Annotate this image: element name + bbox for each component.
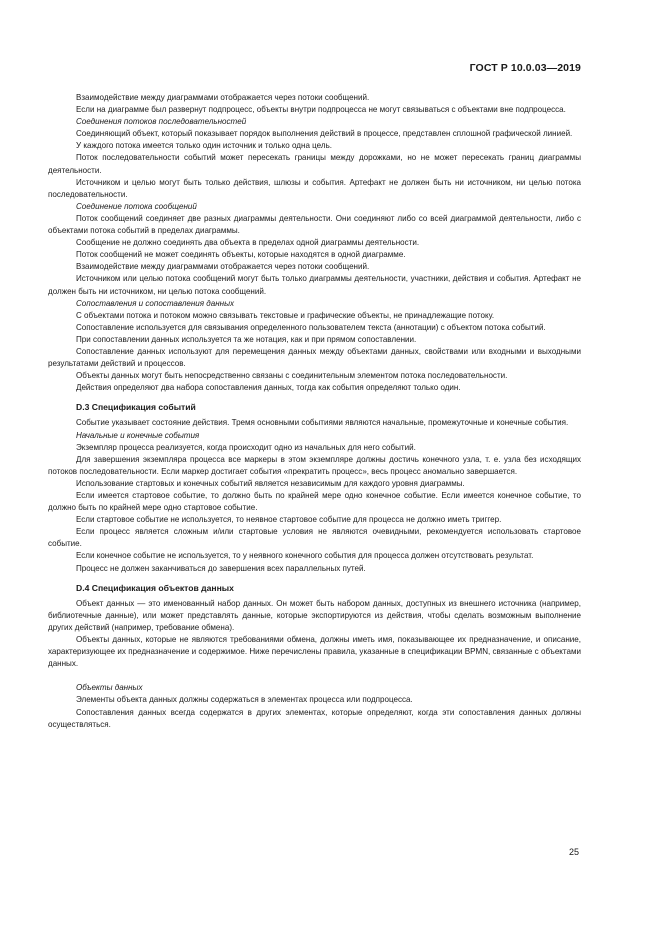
subsection-title: Соединения потоков последовательностей: [76, 117, 247, 127]
paragraph: У каждого потока имеется только один источник и только одна цель.: [76, 141, 333, 151]
paragraph: Действия определяют два набора сопоставления данных, тогда как события определяют только один.: [76, 383, 461, 393]
paragraph: Сопоставление данных используют для перемещения данных между объектами данных, свойствами или входными и выходными результатами действий и процессов.: [48, 346, 581, 369]
subsection-title: Начальные и конечные события: [76, 430, 200, 440]
paragraph: Если на диаграмме был развернут подпроцесс, объекты внутри подпроцесса не могут связываться с объектами вне подпроцесса.: [76, 105, 566, 115]
paragraph: Поток последовательности событий может пересекать границы между дорожками, но не может пересекать границ диаграммы деятельности.: [48, 153, 581, 175]
paragraph: При сопоставлении данных используется та же нотация, как и при прямом сопоставлении.: [76, 334, 417, 344]
paragraph: Экземпляр процесса реализуется, когда происходит одно из начальных для него событий.: [76, 442, 416, 452]
paragraph: С объектами потока и потоком можно связывать текстовые и графические объекты, не принадлежащие потоку.: [76, 310, 495, 320]
paragraph: Объект данных — это именованный набор данных. Он может быть набором данных, доступных из внешнего источника (например, библиотечные данные), или может представлять данные, которые экспортируются из действия, чтобы сделать возможным выполнение других действий (например, требование обмена).: [48, 598, 581, 632]
paragraph: Поток сообщений не может соединять объекты, которые находятся в одной диаграмме.: [76, 250, 406, 260]
paragraph: Процесс не должен заканчиваться до завершения всех параллельных путей.: [76, 563, 366, 573]
paragraph: Объекты данных могут быть непосредственно связаны с соединительным элементом потока последовательности.: [76, 371, 508, 381]
paragraph: Соединяющий объект, который показывает порядок выполнения действий в процессе, представлен сплошной графической линией.: [76, 129, 573, 139]
spacer: [48, 670, 581, 682]
section-heading: D.4 Спецификация объектов данных: [76, 582, 234, 593]
paragraph: Если конечное событие не используется, то у неявного конечного события для процесса должен отсутствовать результат.: [76, 551, 534, 561]
page-body: [48, 92, 581, 731]
paragraph: Источником или целью потока сообщений могут быть только диаграммы деятельности, участники, действия и события. Артефакт не должен быть ни источником, ни целью потока сообщений.: [48, 274, 581, 296]
subsection-title: Объекты данных: [76, 683, 143, 693]
paragraph: Взаимодействие между диаграммами отображается через потоки сообщений.: [76, 262, 370, 272]
document-code-header: ГОСТ Р 10.0.03—2019: [469, 62, 581, 74]
paragraph: Сопоставления данных всегда содержатся в других элементах, которые определяют, когда эти сопоставления данных должны осуществляться.: [48, 707, 581, 729]
paragraph: Если имеется стартовое событие, то должно быть по крайней мере одно конечное событие. Если имеется конечное событие, то должно быть по крайней мере одно стартовое событие.: [48, 491, 581, 513]
paragraph: Использование стартовых и конечных событий является независимым для каждого уровня диаграммы.: [76, 478, 465, 488]
paragraph: Событие указывает состояние действия. Тремя основными событиями являются начальные, промежуточные и конечные события.: [76, 418, 569, 428]
paragraph: Если стартовое событие не используется, то неявное стартовое событие для процесса не должно иметь триггер.: [76, 515, 502, 525]
subsection-title: Сопоставления и сопоставления данных: [76, 298, 235, 308]
paragraph: Источником и целью могут быть только действия, шлюзы и события. Артефакт не должен быть ни источником, ни целью потока последовательности.: [48, 177, 581, 199]
paragraph: Если процесс является сложным и/или стартовые условия не являются очевидными, рекомендуется использовать стартовое событие.: [48, 527, 581, 549]
paragraph: Сообщение не должно соединять два объекта в пределах одной диаграммы деятельности.: [76, 238, 420, 248]
paragraph: Поток сообщений соединяет две разных диаграммы деятельности. Они соединяют либо со всей диаграммой деятельности, либо с объектами потока событий в пределах диаграммы.: [48, 213, 581, 236]
paragraph: Сопоставление используется для связывания определенного пользователем текста (аннотации) с объектом потока событий.: [76, 322, 546, 332]
subsection-title: Соединение потока сообщений: [76, 201, 197, 211]
page-number: 25: [568, 847, 579, 857]
paragraph: Объекты данных, которые не являются требованиями обмена, должны иметь имя, показывающее их предназначение, и описание, характеризующее их предназначение и содержимое. Ниже перечислены правила, указанные в спецификации BPMN, связанные с объектами данных.: [48, 635, 581, 669]
paragraph: Элементы объекта данных должны содержаться в элементах процесса или подпроцесса.: [76, 695, 413, 705]
paragraph: Для завершения экземпляра процесса все маркеры в этом экземпляре должны достичь конечного узла, т. е. узла без исходящих потоков последовательности. Если маркер достигает события «прекратить процесс», весь процесс аномально завершается.: [48, 454, 581, 476]
section-heading: D.3 Спецификация событий: [76, 402, 196, 413]
paragraph: Взаимодействие между диаграммами отображается через потоки сообщений.: [76, 93, 370, 102]
